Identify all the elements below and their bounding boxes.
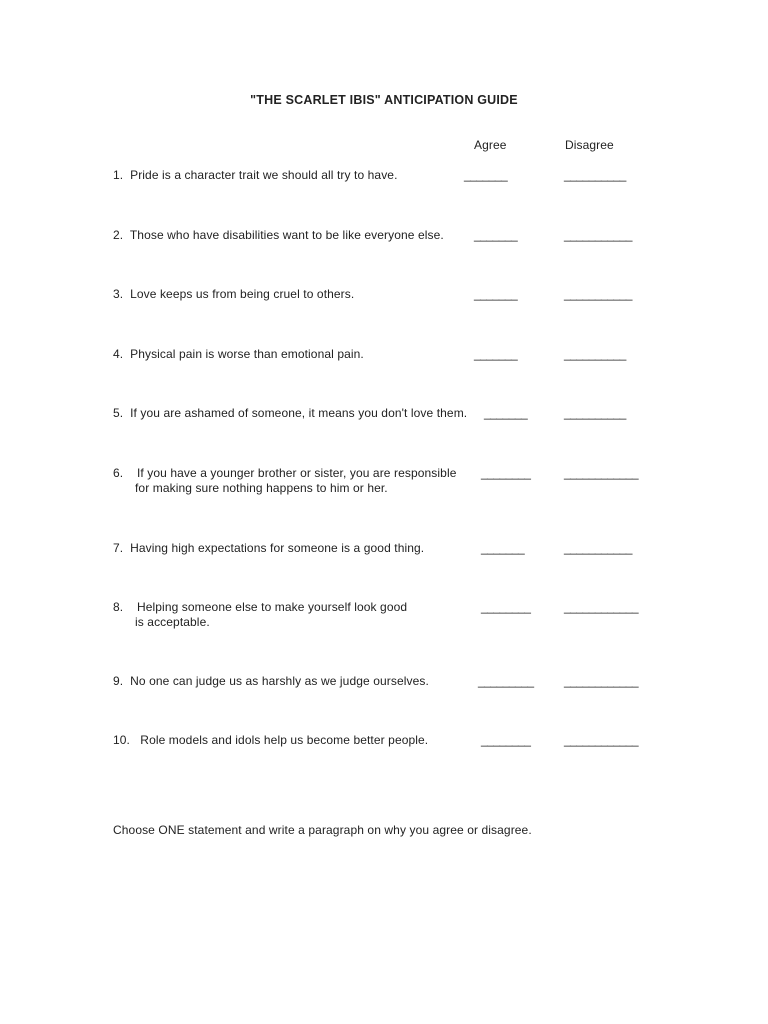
statement-line: Love keeps us from being cruel to others. — [130, 287, 355, 301]
statement-text — [113, 228, 444, 243]
statement-item — [113, 228, 763, 260]
statement-item — [113, 406, 763, 438]
statement-line-continued: for making sure nothing happens to him or her. — [135, 481, 388, 495]
agree-blank[interactable]: ________ — [481, 733, 531, 747]
statement-item — [113, 347, 763, 379]
agree-column-header: Agree — [474, 138, 507, 152]
statement-text — [113, 541, 424, 556]
statement-line-continued: is acceptable. — [135, 615, 210, 629]
agree-blank[interactable]: ________ — [481, 600, 531, 614]
statement-item — [113, 168, 763, 200]
statement-line: Role models and idols help us become better people. — [140, 733, 429, 747]
closing-instruction: Choose ONE statement and write a paragraph on why you agree or disagree. — [113, 823, 532, 837]
statement-item — [113, 287, 763, 319]
agree-blank[interactable]: _______ — [474, 287, 518, 301]
statement-text — [113, 674, 429, 689]
statement-text — [113, 287, 354, 302]
statement-number: 10. — [113, 733, 130, 747]
statement-line: Helping someone else to make yourself look good — [136, 600, 408, 614]
statement-item — [113, 541, 763, 573]
agree-blank[interactable]: _______ — [484, 406, 528, 420]
statement-line: No one can judge us as harshly as we judge ourselves. — [130, 674, 429, 688]
disagree-blank[interactable]: ____________ — [564, 674, 639, 688]
disagree-blank[interactable]: ___________ — [564, 287, 632, 301]
agree-blank[interactable]: _______ — [474, 347, 518, 361]
agree-blank[interactable]: _________ — [478, 674, 534, 688]
statement-number: 9. — [113, 674, 124, 688]
statement-line: Having high expectations for someone is a good thing. — [130, 541, 425, 555]
statement-line: If you have a younger brother or sister, you are responsible — [136, 466, 457, 480]
statement-number: 3. — [113, 287, 124, 301]
statement-number: 6. — [113, 466, 124, 480]
statement-item — [113, 466, 763, 498]
statement-number: 8. — [113, 600, 124, 614]
disagree-column-header: Disagree — [565, 138, 614, 152]
disagree-blank[interactable]: ____________ — [564, 466, 639, 480]
agree-blank[interactable]: ________ — [481, 466, 531, 480]
disagree-blank[interactable]: ___________ — [564, 541, 632, 555]
agree-blank[interactable]: _______ — [464, 168, 508, 182]
statement-text — [113, 466, 456, 496]
statement-text — [113, 733, 428, 748]
statement-line: Physical pain is worse than emotional pain. — [130, 347, 364, 361]
statement-text — [113, 168, 398, 183]
disagree-blank[interactable]: __________ — [564, 347, 626, 361]
statement-text — [113, 347, 364, 362]
statement-item — [113, 733, 763, 765]
statement-line: Pride is a character trait we should all try to have. — [130, 168, 398, 182]
disagree-blank[interactable]: __________ — [564, 406, 626, 420]
statement-line: Those who have disabilities want to be like everyone else. — [129, 228, 444, 242]
agree-blank[interactable]: _______ — [474, 228, 518, 242]
disagree-blank[interactable]: ___________ — [564, 228, 632, 242]
statement-text — [113, 406, 467, 421]
statement-text — [113, 600, 407, 630]
statement-item — [113, 600, 763, 632]
statement-number: 7. — [113, 541, 124, 555]
disagree-blank[interactable]: __________ — [564, 168, 626, 182]
statement-number: 2. — [113, 228, 124, 242]
page-title: "THE SCARLET IBIS" ANTICIPATION GUIDE — [250, 93, 518, 107]
statement-number: 4. — [113, 347, 124, 361]
statement-number: 1. — [113, 168, 124, 182]
statement-number: 5. — [113, 406, 124, 420]
agree-blank[interactable]: _______ — [481, 541, 525, 555]
statement-line: If you are ashamed of someone, it means you don't love them. — [130, 406, 468, 420]
statement-item — [113, 674, 763, 706]
disagree-blank[interactable]: ____________ — [564, 733, 639, 747]
disagree-blank[interactable]: ____________ — [564, 600, 639, 614]
